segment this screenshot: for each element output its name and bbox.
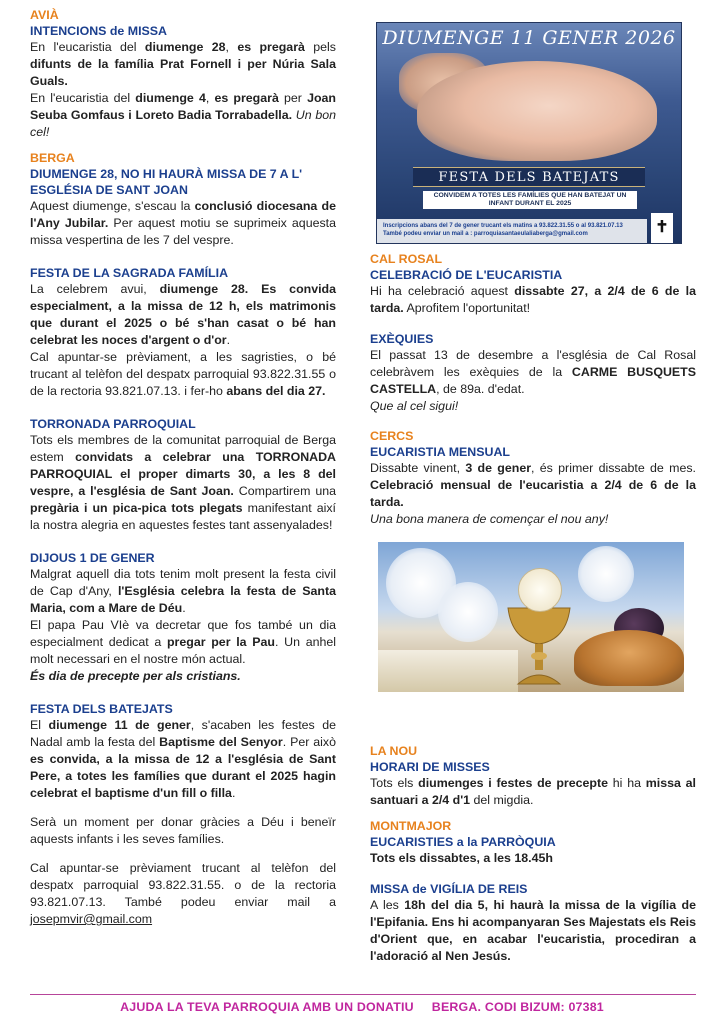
area-title: MONTMAJOR [370,819,452,833]
poster-title: DIUMENGE 11 GENER 2026 [382,27,676,49]
footer-donation-text: AJUDA LA TEVA PARROQUIA AMB UN DONATIU [120,1000,414,1014]
footer-divider [30,994,696,995]
section-cercs [370,429,696,528]
baptism-poster [376,22,682,244]
chalice-icon [504,604,574,686]
book-image [378,650,518,692]
host-image [518,568,562,612]
section-la-nou [370,744,696,809]
paragraph: Aquest diumenge, s'escau la conclusió diocesana de l'Any Jubilar. Per aquest motiu se suprimeix aquesta missa vespertina de les 7 del vespre. [30,199,337,247]
paragraph: A les 18h del dia 5, hi haurà la missa de la vigília de l'Epifania. Ens hi acompanyaran Ses Majestats els Reis d'Orient que, en acabar l'eucaristia, procediran a l'adoració al Nen Jesús. [370,898,696,963]
poster-baby-image [417,61,657,161]
section-heading: TORRONADA PARROQUIAL [30,417,196,431]
paragraph: És dia de precepte per als cristians. [30,669,241,683]
poster-info-strip: Inscripcions abans del 7 de gener trucant els matins a 93.822.31.55 o al 93.821.07.13 També podeu enviar un mail a : parroquiasantaeulaliaberga@gmail.com [377,219,647,243]
paragraph: Tots els membres de la comunitat parroquial de Berga estem convidats a celebrar una TORRONADA PARROQUIAL el proper dimarts 30, a les 8 del vespre, a l'església de Sant Joan. Compartirem una pregària i un pica-pica tots plegats manifestant així la nostra alegria en aquestes festes tant assenyalades! [30,433,336,532]
section-torronada [30,416,336,534]
eucharist-photo [378,542,684,692]
poster-subtitle: CONVIDEM A TOTES LES FAMÍLIES QUE HAN BATEJAT UN INFANT DURANT EL 2025 [423,191,637,209]
paragraph: El diumenge 11 de gener, s'acaben les festes de Nadal amb la festa del Baptisme del Senyor. Per això es convida, a la missa de 12 a l'església de Sant Pere, a totes les famílies que durant el 2025 hagin celebrat el baptisme d'un fill o filla. [30,718,337,800]
left-column [30,8,336,938]
section-heading: EUCARISTIA MENSUAL [370,445,510,459]
email-link[interactable]: josepmvir@gmail.com [30,912,153,926]
paragraph: Tots els dissabtes, a les 18.45h [370,851,553,865]
poster-banner: FESTA DELS BATEJATS [413,167,645,187]
section-berga [30,151,336,249]
paragraph: El passat 13 de desembre a l'església de Cal Rosal celebràvem les exèquies de la CARME BUSQUETS CASTELLA, de 89a. d'edat. [370,348,696,396]
paragraph: Dissabte vinent, 3 de gener, és primer dissabte de mes. Celebració mensual de l'eucaristia a 2/4 de 6 de la tarda. [370,461,696,509]
area-title: AVIÀ [30,8,59,22]
paragraph: Que al cel sigui! [370,399,459,413]
paragraph: Malgrat aquell dia tots tenim molt present la festa civil de Cap d'Any, l'Església celebra la festa de Santa Maria, com a Mare de Déu. [30,567,336,615]
paragraph: Cal apuntar-se prèviament trucant al telèfon del despatx parroquial 93.822.31.55. o de la rectoria 93.821.07.13. També podeu enviar mail a josepmvir@gmail.com [30,861,336,926]
paragraph: Hi ha celebració aquest dissabte 27, a 2/4 de 6 de la tarda. Aprofitem l'oportunitat! [370,284,696,315]
section-montmajor [370,819,696,867]
section-heading: FESTA DELS BATEJATS [30,702,173,716]
paragraph: Tots els diumenges i festes de precepte hi ha missa al santuari a 2/4 d'1 del migdia. [370,776,696,807]
right-column [370,8,696,975]
section-heading: HORARI DE MISSES [370,760,490,774]
footer-bizum-code: BERGA. CODI BIZUM: 07381 [431,1000,604,1014]
section-batejats [30,701,336,928]
bread-image [574,630,684,686]
section-vigilia-reis [370,881,696,965]
footer-donation [0,1000,724,1014]
paragraph: Cal apuntar-se prèviament, a les sagristies, o bé trucant al telèfon del despatx parroquial 93.822.31.55 o de la rectoria 93.821.07.13. i fer-ho abans del dia 27. [30,350,336,398]
section-heading: INTENCIONS de MISSA [30,24,167,38]
section-heading: DIJOUS 1 DE GENER [30,551,155,565]
paragraph: En l'eucaristia del diumenge 28, es pregarà pels difunts de la família Prat Fornell i per Núria Sala Guals. [30,40,336,88]
paragraph: Una bona manera de començar el nou any! [370,512,609,526]
parish-logo-icon: ✝ [651,213,673,243]
section-cal-rosal [370,252,696,317]
section-heading: EUCARISTIES a la PARRÒQUIA [370,835,556,849]
area-title: CERCS [370,429,414,443]
paragraph: El papa Pau VIè va decretar que fos també un dia especialment dedicat a pregar per la Pau. Un anhel molt necessari en el nostre món actual. [30,618,337,666]
section-heading: CELEBRACIÓ DE L'EUCARISTIA [370,268,563,282]
area-title: BERGA [30,151,75,165]
section-sagrada-familia [30,265,336,400]
area-title: CAL ROSAL [370,252,443,266]
section-heading: MISSA de VIGÍLIA DE REIS [370,882,528,896]
section-heading: EXÈQUIES [370,332,434,346]
area-title: LA NOU [370,744,418,758]
paragraph: Serà un moment per donar gràcies a Déu i beneïr aquests infants i les seves famílies. [30,815,336,846]
section-exequies [370,331,696,415]
section-heading: FESTA DE LA SAGRADA FAMÍLIA [30,266,229,280]
section-heading: DIUMENGE 28, NO HI HAURÀ MISSA DE 7 A L' ESGLÉSIA DE SANT JOAN [30,167,303,197]
section-dijous [30,550,336,685]
section-avia [30,8,336,141]
paragraph: La celebrem avui, diumenge 28. Es convida especialment, a la missa de 12 h, els matrimonis que durant el 2025 o bé s'han casat o bé han celebrat les noces d'argent o d'or. [30,282,337,347]
paragraph: En l'eucaristia del diumenge 4, es pregarà per Joan Seuba Gomfaus i Loreto Badia Torrabadella. Un bon cel! [30,91,336,139]
